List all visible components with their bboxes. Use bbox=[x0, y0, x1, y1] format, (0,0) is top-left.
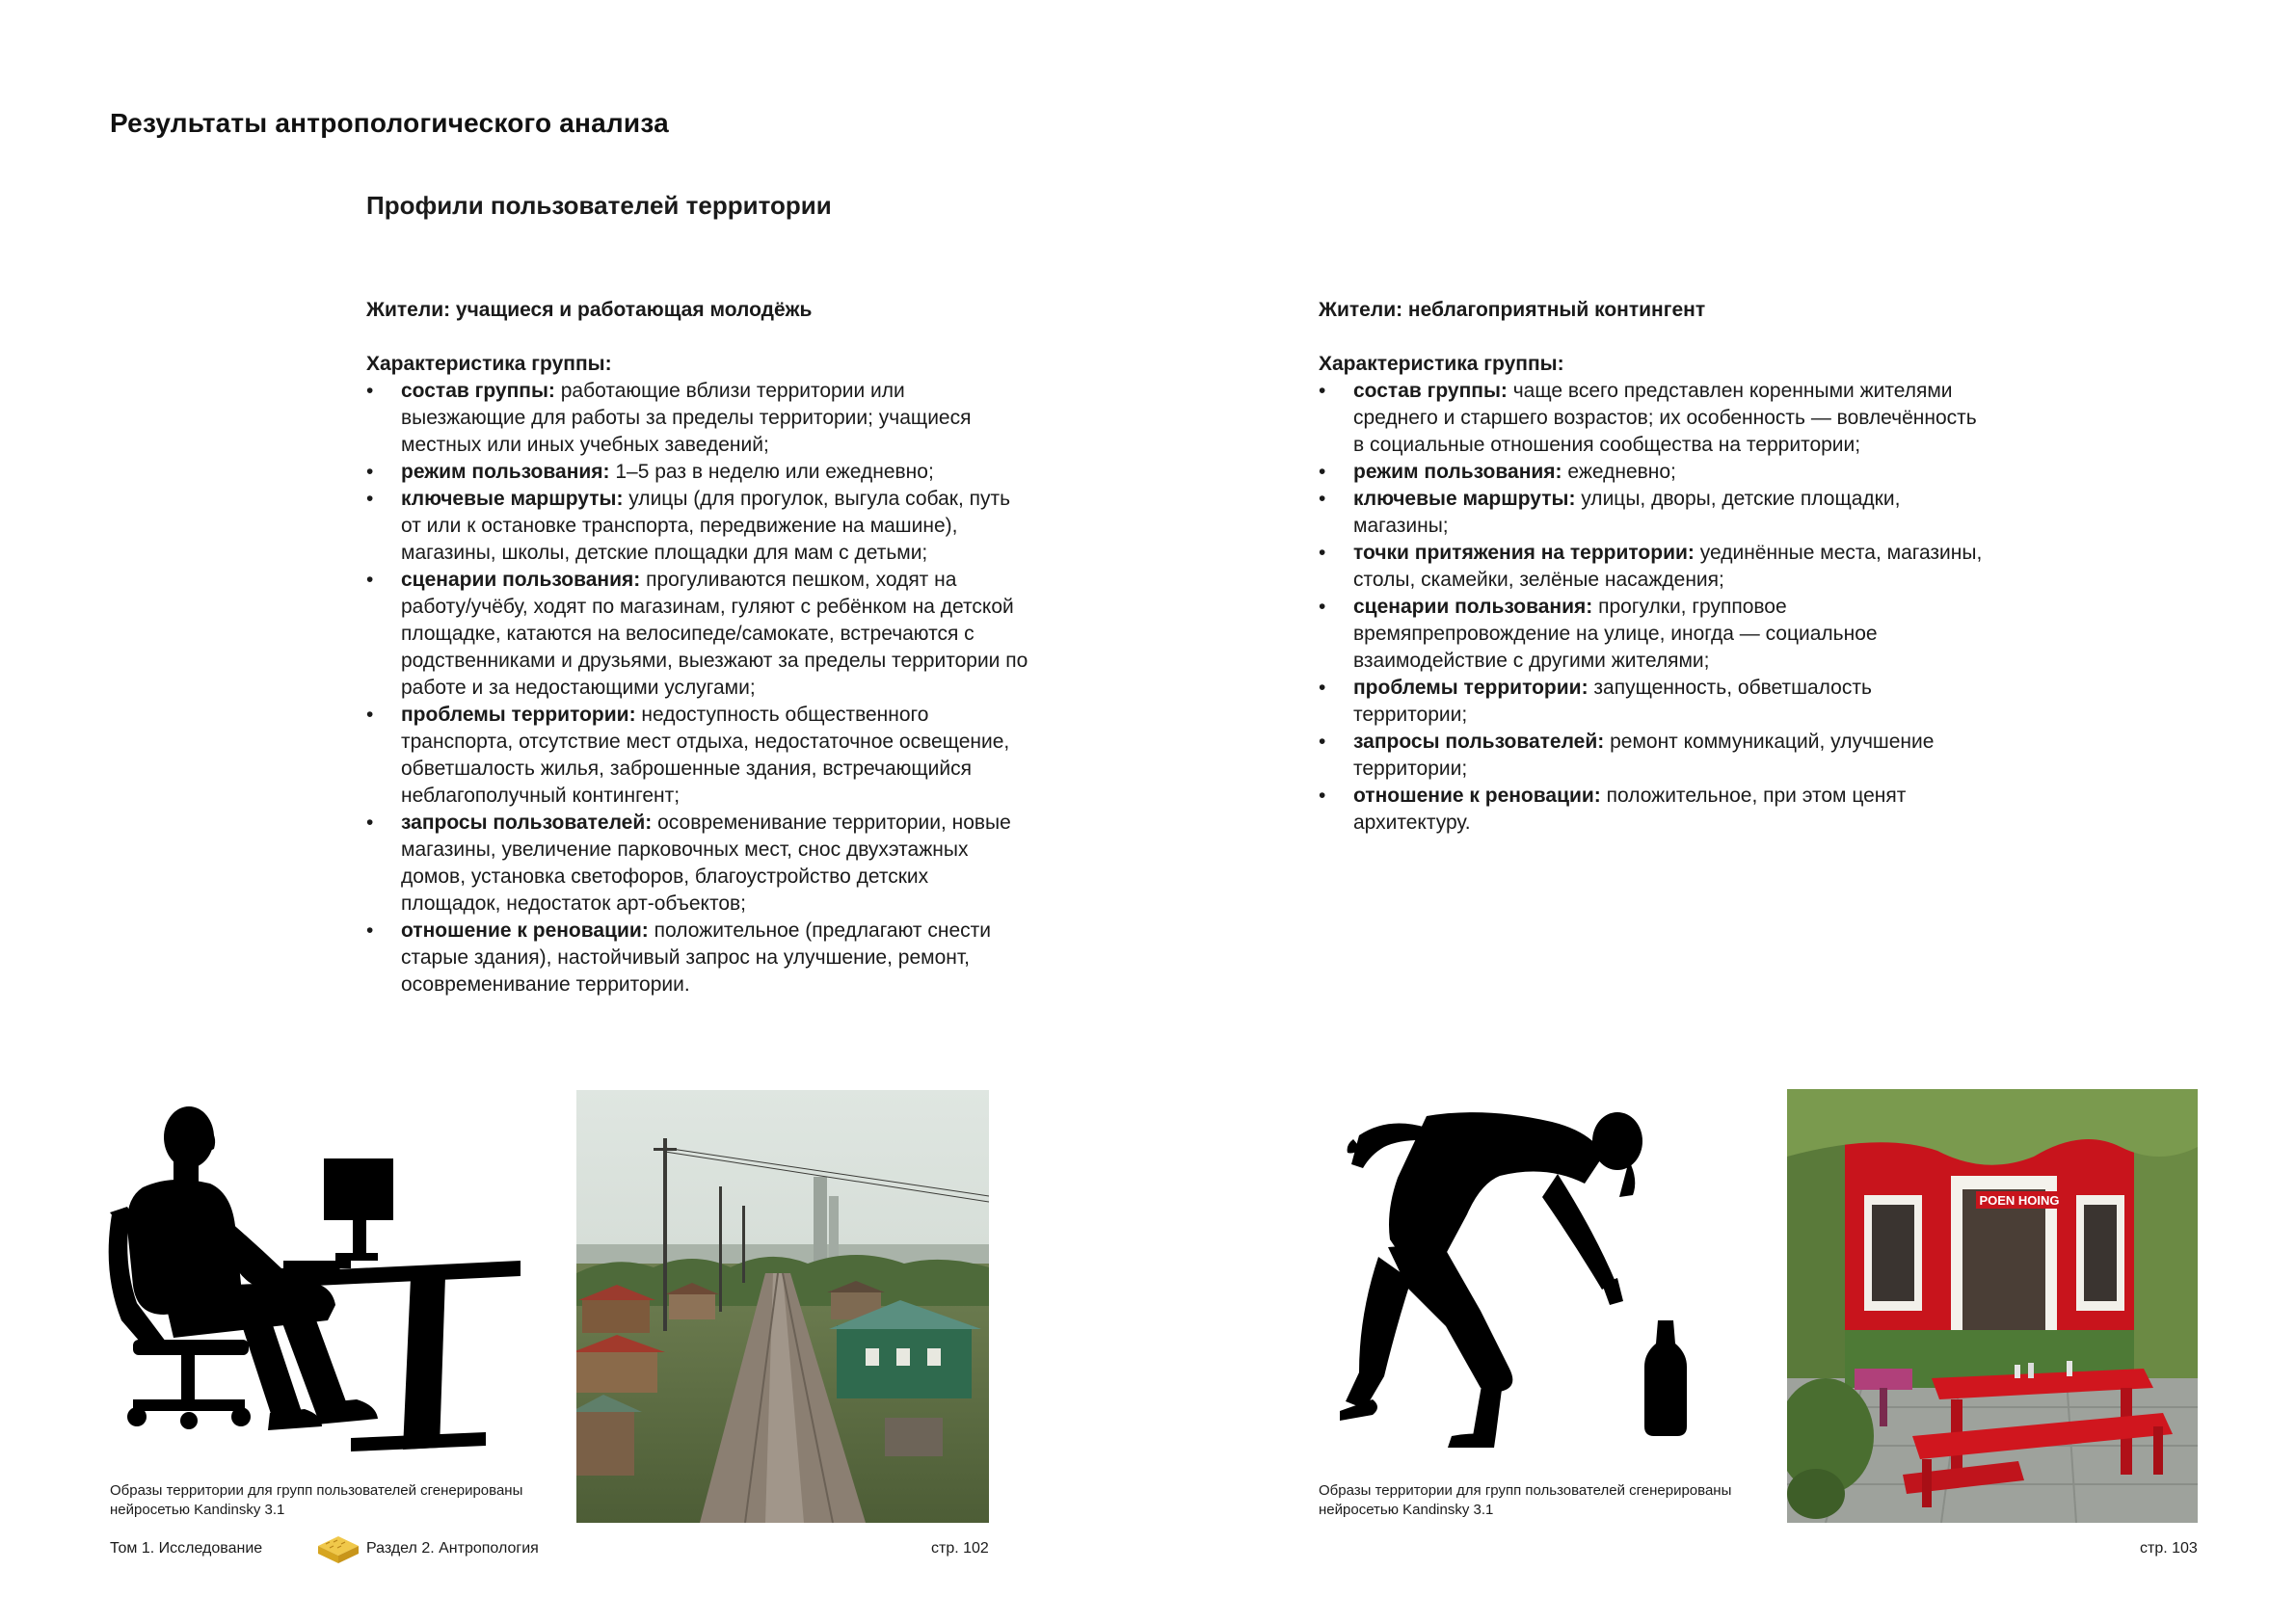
office-worker-silhouette bbox=[104, 1099, 521, 1455]
item-text: чаще всего представлен коренными жителями среднего и старшего возрастов; их особенность — вовлечённость в социальные отношения сообщества на территории; bbox=[1353, 380, 1977, 456]
item-text: осовременивание территории, новые магазины, увеличение парковочных мест, снос двухэтажных домов, установка светофоров, благоустройство детских площадок, недостаток арт-объектов; bbox=[401, 812, 1011, 915]
item-label: ключевые маршруты: bbox=[401, 488, 624, 510]
item-text: 1–5 раз в неделю или ежедневно; bbox=[609, 461, 934, 483]
list-item bbox=[366, 810, 1031, 918]
item-label: режим пользования: bbox=[401, 461, 610, 483]
item-label: сценарии пользования: bbox=[1353, 596, 1593, 618]
item-label: запросы пользователей: bbox=[1353, 731, 1605, 753]
image-caption-right: Образы территории для групп пользователей сгенерированы нейросетью Kandinsky 3.1 bbox=[1319, 1482, 1732, 1518]
item-label: ключевые маршруты: bbox=[1353, 488, 1576, 510]
item-text: ежедневно; bbox=[1562, 461, 1676, 483]
section-subtitle: Профили пользователей территории bbox=[366, 191, 832, 220]
item-text: положительное, при этом ценят архитектуру. bbox=[1353, 785, 1907, 834]
item-label: проблемы территории: bbox=[401, 704, 636, 726]
list-item bbox=[1319, 729, 1984, 783]
item-text: уединённые места, магазины, столы, скамейки, зелёные насаждения; bbox=[1353, 542, 1983, 591]
characteristics-title: Характеристика группы: bbox=[1319, 353, 1564, 375]
footer-section: Раздел 2. Антропология bbox=[366, 1540, 539, 1557]
footer-volume: Том 1. Исследование bbox=[110, 1540, 263, 1557]
list-item bbox=[366, 486, 1031, 567]
list-item bbox=[1319, 459, 1984, 486]
item-text: положительное (предлагают снести старые здания), настойчивый запрос на улучшение, ремонт, осовременивание территории. bbox=[401, 919, 991, 996]
item-label: состав группы: bbox=[401, 380, 555, 402]
item-label: проблемы территории: bbox=[1353, 677, 1589, 699]
list-item bbox=[1319, 675, 1984, 729]
item-label: сценарии пользования: bbox=[401, 569, 641, 591]
list-item bbox=[366, 378, 1031, 459]
list-item bbox=[1319, 783, 1984, 837]
group-title: Жители: неблагоприятный контингент bbox=[1319, 299, 1706, 321]
item-label: режим пользования: bbox=[1353, 461, 1562, 483]
section-logo-icon bbox=[316, 1534, 360, 1563]
list-item bbox=[366, 918, 1031, 998]
characteristics-list bbox=[1319, 378, 1984, 837]
list-item bbox=[1319, 486, 1984, 540]
cafe-sign-text: POEN HOING bbox=[1979, 1193, 2060, 1208]
item-text: запущенность, обветшалость территории; bbox=[1353, 677, 1872, 726]
list-item bbox=[1319, 540, 1984, 594]
footer-page-left: стр. 102 bbox=[931, 1540, 989, 1557]
list-item bbox=[366, 702, 1031, 810]
village-road-photo bbox=[576, 1090, 989, 1523]
footer-page-right: стр. 103 bbox=[2140, 1540, 2198, 1557]
item-text: работающие вблизи территории или выезжающие для работы за пределы территории; учащиеся местных или иных учебных заведений; bbox=[401, 380, 972, 456]
item-label: состав группы: bbox=[1353, 380, 1508, 402]
item-label: точки притяжения на территории: bbox=[1353, 542, 1695, 564]
item-label: отношение к реновации: bbox=[1353, 785, 1601, 807]
list-item bbox=[1319, 594, 1984, 675]
characteristics-title: Характеристика группы: bbox=[366, 353, 612, 375]
profile-unfavorable-contingent bbox=[1319, 297, 1984, 837]
image-caption-left: Образы территории для групп пользователей сгенерированы нейросетью Kandinsky 3.1 bbox=[110, 1482, 523, 1518]
list-item bbox=[366, 567, 1031, 702]
item-label: отношение к реновации: bbox=[401, 919, 649, 942]
item-text: прогуливаются пешком, ходят на работу/учёбу, ходят по магазинам, гуляют с ребёнком на детской площадке, катаются на велосипеде/самокате, встречаются с родственниками и друзьями, выезжают за пределы территории по работе и за недостающими услугами; bbox=[401, 569, 1028, 699]
drunk-man-silhouette bbox=[1340, 1093, 1706, 1450]
characteristics-list bbox=[366, 378, 1031, 998]
item-text: ремонт коммуникаций, улучшение территории; bbox=[1353, 731, 1935, 780]
item-text: улицы (для прогулок, выгула собак, путь от или к остановке транспорта, передвижение на машине), магазины, школы, детские площадки для мам с детьми; bbox=[401, 488, 1011, 564]
item-text: улицы, дворы, детские площадки, магазины; bbox=[1353, 488, 1901, 537]
page-title: Результаты антропологического анализа bbox=[110, 108, 669, 138]
profile-students-workers bbox=[366, 297, 1031, 998]
list-item bbox=[1319, 378, 1984, 459]
item-text: недоступность общественного транспорта, отсутствие мест отдыха, недостаточное освещение, обветшалость жилья, заброшенные здания, встречающийся неблагополучный контингент; bbox=[401, 704, 1010, 807]
item-label: запросы пользователей: bbox=[401, 812, 653, 834]
item-text: прогулки, групповое времяпрепровождение на улице, иногда — социальное взаимодействие с другими жителями; bbox=[1353, 596, 1878, 672]
red-cafe-courtyard-photo bbox=[1787, 1089, 2198, 1523]
list-item bbox=[366, 459, 1031, 486]
group-title: Жители: учащиеся и работающая молодёжь bbox=[366, 299, 813, 321]
